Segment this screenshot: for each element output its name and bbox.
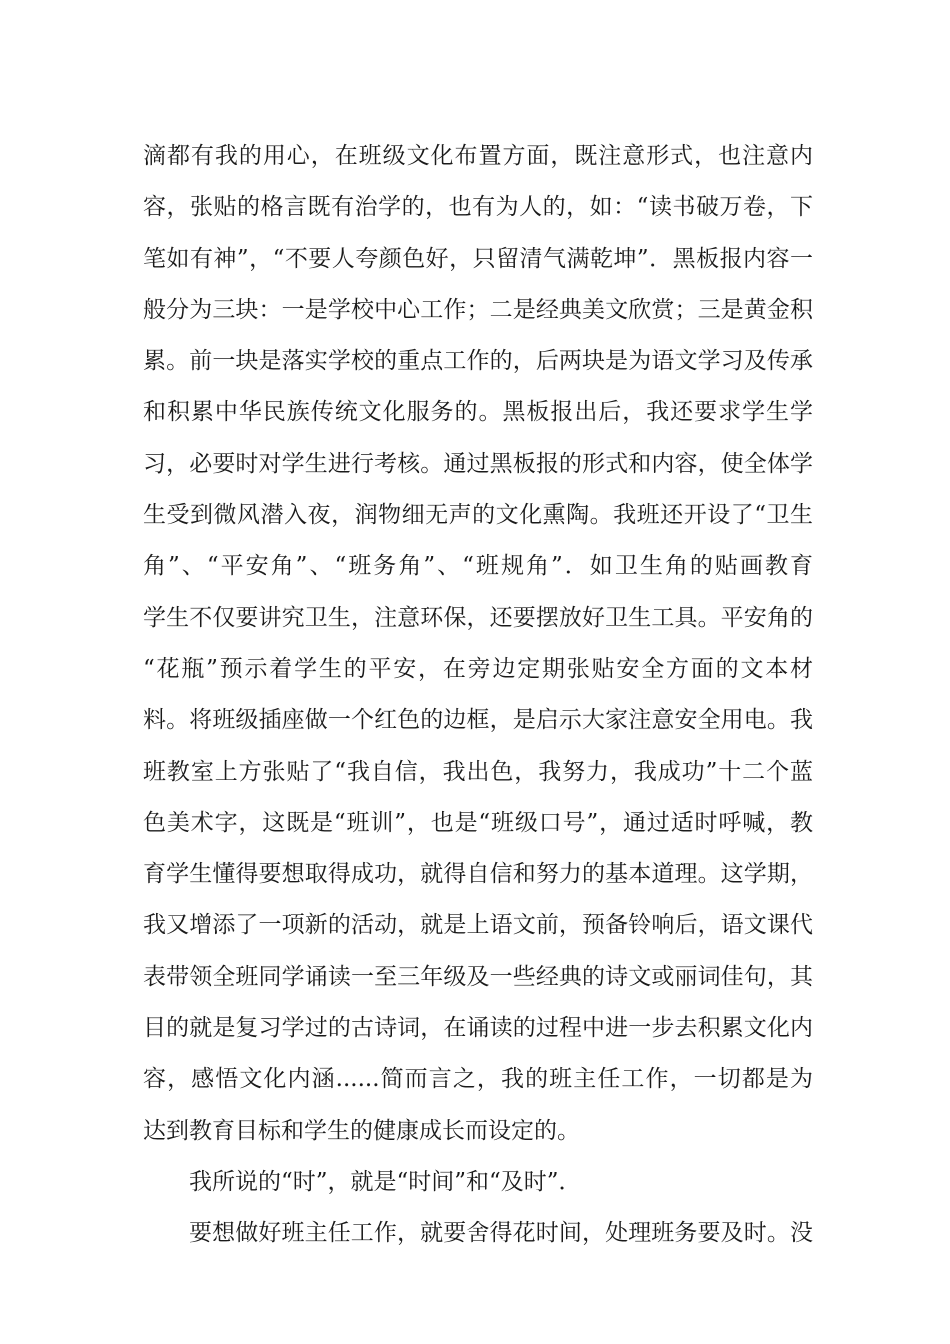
text-line: 和积累中华民族传统文化服务的。黑板报出后，我还要求学生学 bbox=[143, 399, 813, 426]
text-line: 育学生懂得要想取得成功，就得自信和努力的基本道理。这学期， bbox=[143, 861, 813, 888]
text-line: 班教室上方张贴了“我自信，我出色，我努力，我成功”十二个蓝 bbox=[143, 758, 813, 785]
text-line: 角”、“平安角”、“班务角”、“班规角”．如卫生角的贴画教育 bbox=[143, 553, 813, 580]
text-line: 达到教育目标和学生的健康成长而设定的。 bbox=[143, 1117, 580, 1144]
text-line: 般分为三块：一是学校中心工作；二是经典美文欣赏；三是黄金积 bbox=[143, 296, 813, 323]
text-line: “花瓶”预示着学生的平安，在旁边定期张贴安全方面的文本材 bbox=[143, 655, 813, 682]
text-line: 累。前一块是落实学校的重点工作的，后两块是为语文学习及传承 bbox=[143, 348, 813, 375]
paragraph-line: 我所说的“时”，就是“时间”和“及时”． bbox=[189, 1168, 582, 1195]
text-line: 我又增添了一项新的活动，就是上语文前，预备铃响后，语文课代 bbox=[143, 912, 813, 939]
text-line: 料。将班级插座做一个红色的边框，是启示大家注意安全用电。我 bbox=[143, 707, 813, 734]
text-line: 笔如有神”，“不要人夸颜色好，只留清气满乾坤”．黑板报内容一 bbox=[143, 245, 813, 272]
text-line: 表带领全班同学诵读一至三年级及一些经典的诗文或丽词佳句，其 bbox=[143, 963, 813, 990]
body-text bbox=[143, 131, 813, 1260]
text-line: 习，必要时对学生进行考核。通过黑板报的形式和内容，使全体学 bbox=[143, 450, 813, 477]
text-line: 学生不仅要讲究卫生，注意环保，还要摆放好卫生工具。平安角的 bbox=[143, 604, 813, 631]
text-line: 生受到微风潜入夜，润物细无声的文化熏陶。我班还开设了“卫生 bbox=[143, 502, 813, 529]
text-line: 目的就是复习学过的古诗词，在诵读的过程中进一步去积累文化内 bbox=[143, 1015, 813, 1042]
text-line: 滴都有我的用心，在班级文化布置方面，既注意形式，也注意内 bbox=[143, 143, 813, 169]
text-line: 色美术字，这既是“班训”，也是“班级口号”，通过适时呼喊，教 bbox=[143, 809, 813, 836]
paragraph-line: 要想做好班主任工作，就要舍得花时间，处理班务要及时。没 bbox=[189, 1220, 813, 1247]
text-line: 容，感悟文化内涵......简而言之，我的班主任工作，一切都是为 bbox=[143, 1066, 813, 1093]
text-line: 容，张贴的格言既有治学的，也有为人的，如：“读书破万卷，下 bbox=[143, 194, 813, 221]
